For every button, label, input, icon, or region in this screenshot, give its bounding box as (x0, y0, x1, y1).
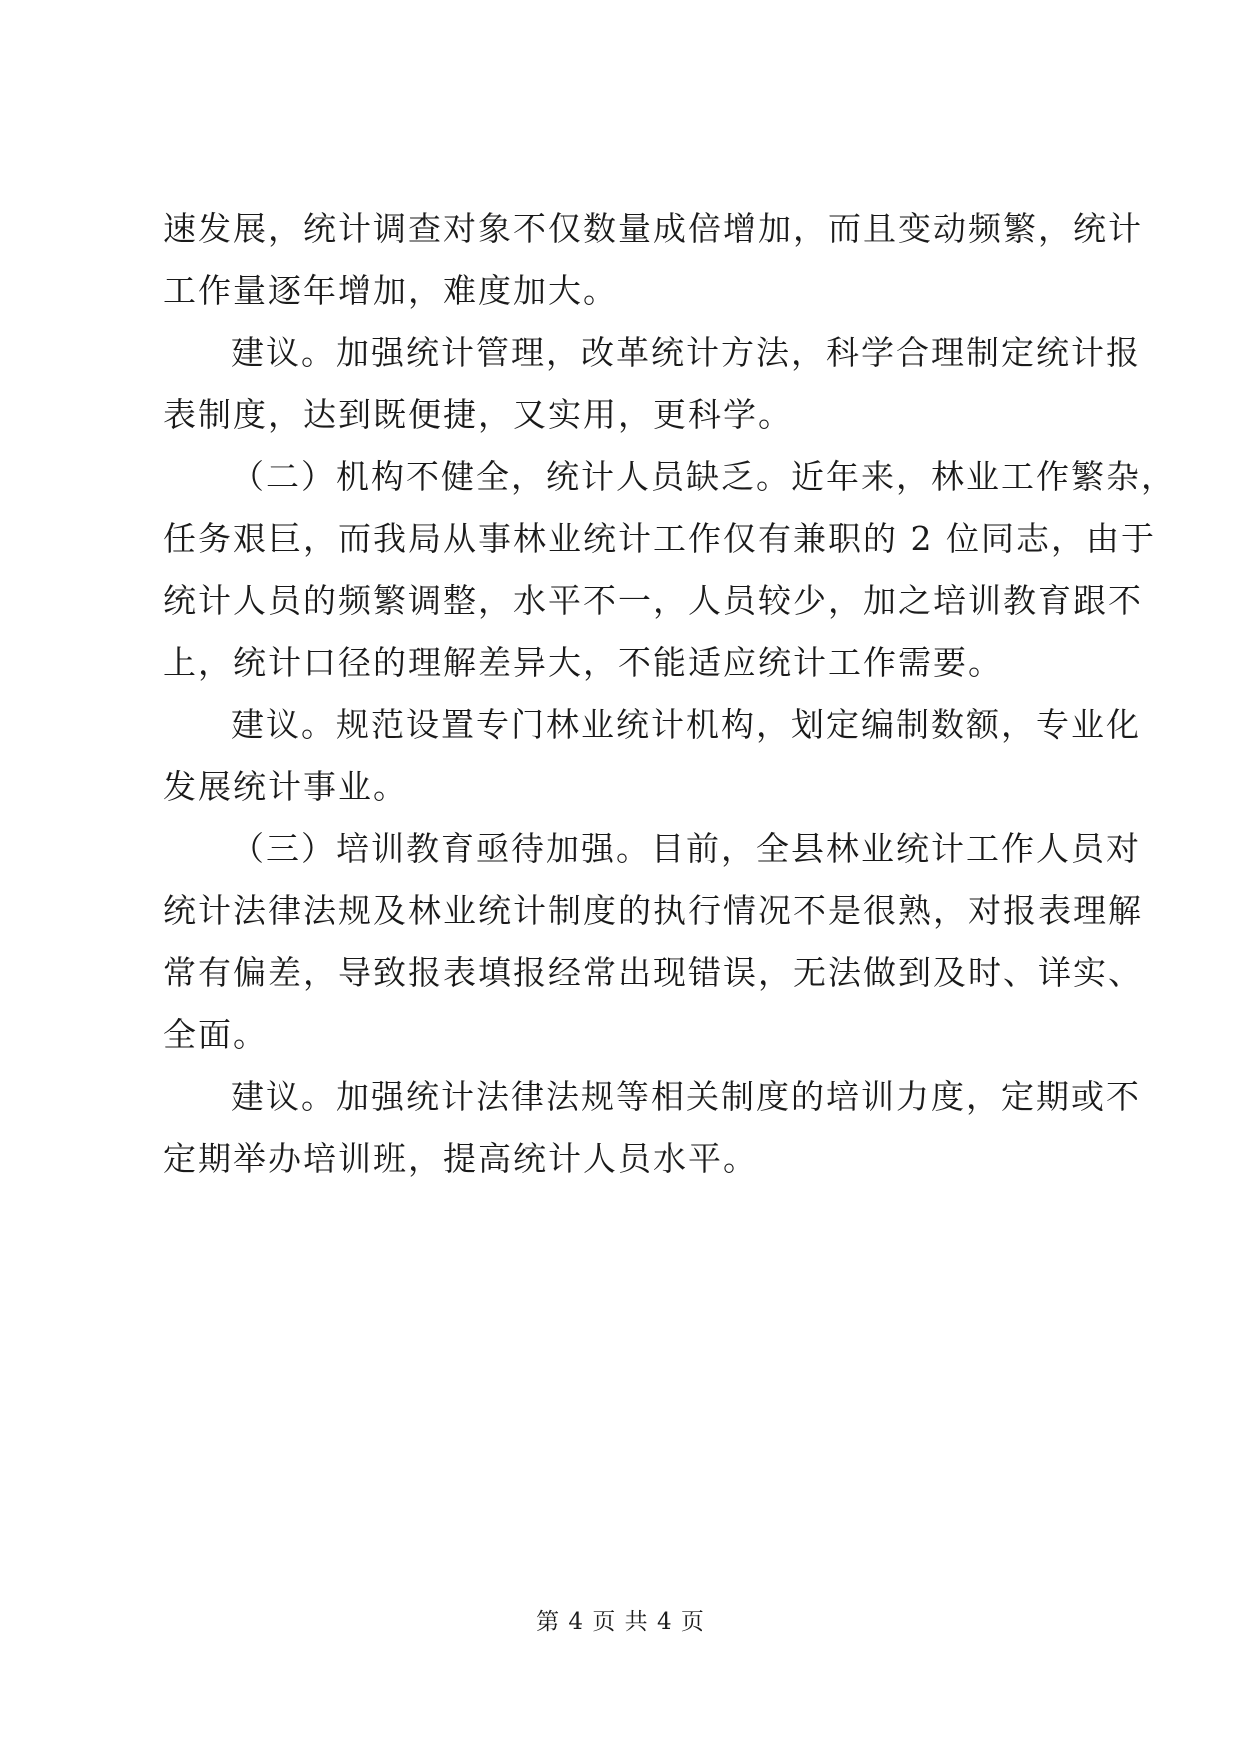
paragraph-section-3 (163, 818, 1143, 1066)
text-line: 工作量逐年增加，难度加大。 (163, 271, 618, 310)
paragraph-suggestion-2 (163, 694, 1141, 818)
text-line: 建议。加强统计法律法规等相关制度的培训力度，定期或不 (231, 1077, 1141, 1116)
text-line: 定期举办培训班，提高统计人员水平。 (163, 1139, 758, 1178)
text-line: 全面。 (163, 1015, 268, 1054)
text-line: 发展统计事业。 (163, 767, 408, 806)
text-line: 建议。规范设置专门林业统计机构，划定编制数额，专业化 (231, 705, 1141, 744)
text-line: 常有偏差，导致报表填报经常出现错误，无法做到及时、详实、 (163, 953, 1143, 992)
text-line: 速发展，统计调查对象不仅数量成倍增加，而且变动频繁，统计 (163, 209, 1143, 248)
paragraph-section-2 (163, 446, 1176, 694)
text-line: 统计法律法规及林业统计制度的执行情况不是很熟，对报表理解 (163, 891, 1143, 930)
text-line: 任务艰巨，而我局从事林业统计工作仅有兼职的 2 位同志，由于 (163, 519, 1156, 558)
paragraph-suggestion-3 (163, 1066, 1141, 1190)
text-line: （二）机构不健全，统计人员缺乏。近年来，林业工作繁杂， (231, 457, 1176, 496)
document-body (163, 198, 1176, 1190)
paragraph-continuation (163, 198, 1143, 322)
page-number-label: 第 4 页 共 4 页 (536, 1609, 705, 1635)
text-line: 表制度，达到既便捷，又实用，更科学。 (163, 395, 793, 434)
text-line: 上，统计口径的理解差异大，不能适应统计工作需要。 (163, 643, 1003, 682)
paragraph-suggestion-1 (163, 322, 1141, 446)
text-line: 建议。加强统计管理，改革统计方法，科学合理制定统计报 (231, 333, 1141, 372)
page-footer (0, 1607, 1241, 1637)
text-line: （三）培训教育亟待加强。目前，全县林业统计工作人员对 (231, 829, 1141, 868)
text-line: 统计人员的频繁调整，水平不一，人员较少，加之培训教育跟不 (163, 581, 1143, 620)
